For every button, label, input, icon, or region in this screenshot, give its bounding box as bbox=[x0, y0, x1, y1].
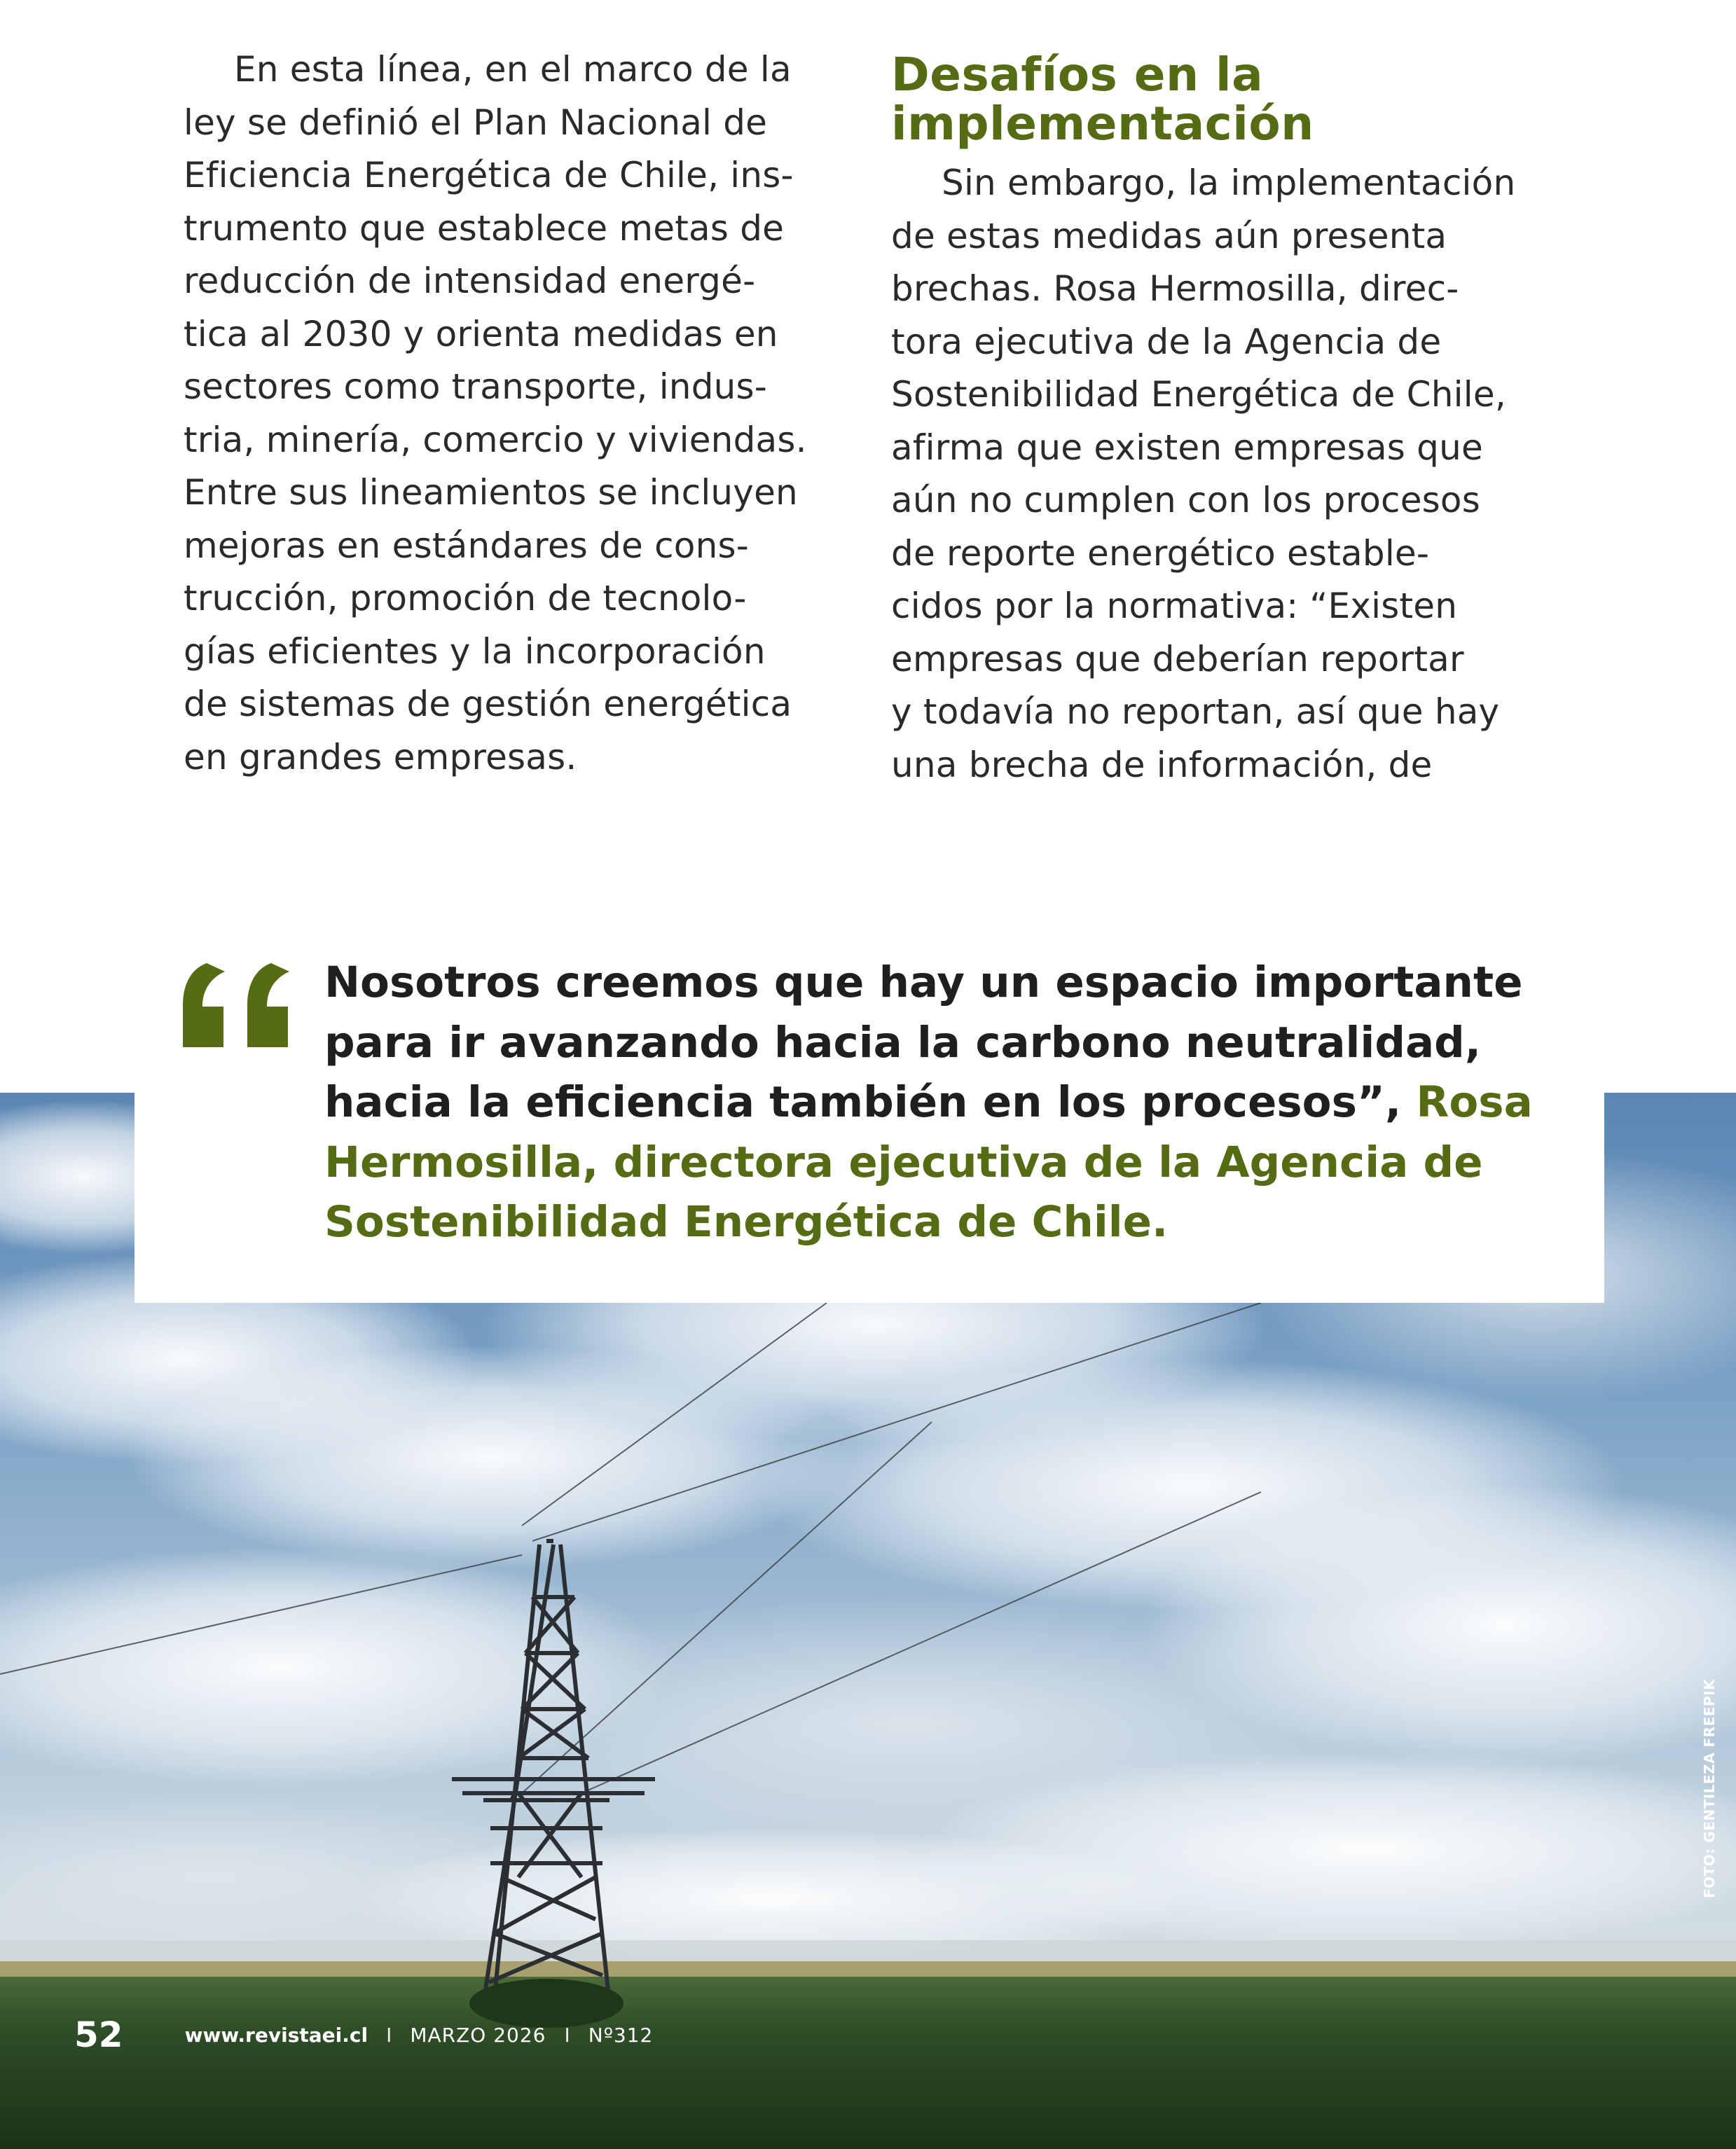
footer-issue: Nº312 bbox=[588, 2023, 654, 2047]
text-line: en grandes empresas. bbox=[184, 736, 577, 778]
text-line: cidos por la normativa: “Existen bbox=[891, 586, 1458, 626]
text-line: Entre sus lineamientos se incluyen bbox=[184, 472, 798, 513]
text-line: una brecha de información, de bbox=[891, 744, 1433, 785]
text-line: de sistemas de gestión energética bbox=[184, 684, 792, 724]
text-line: afirma que existen empresas que bbox=[891, 427, 1483, 468]
quote-line bbox=[324, 1072, 1585, 1133]
section-heading bbox=[891, 48, 1550, 151]
quote-line-text: hacia la eficiencia también en los procesos”, bbox=[324, 1077, 1402, 1127]
text-line: tica al 2030 y orienta medidas en bbox=[184, 313, 778, 354]
footer-separator: I bbox=[386, 2023, 392, 2047]
text-line: de estas medidas aún presenta bbox=[891, 215, 1447, 256]
text-line: mejoras en estándares de cons- bbox=[184, 525, 749, 566]
heading-line: Desafíos en la bbox=[891, 48, 1264, 102]
quote-attribution: Rosa bbox=[1416, 1077, 1533, 1127]
text-line: Sin embargo, la implementación bbox=[942, 163, 1516, 203]
page-number: 52 bbox=[74, 2015, 123, 2055]
text-line: y todavía no reportan, así que hay bbox=[891, 691, 1500, 732]
quotation-mark-icon bbox=[179, 956, 298, 1054]
right-paragraph bbox=[891, 157, 1550, 792]
left-paragraph bbox=[184, 43, 849, 784]
text-line: aún no cumplen con los procesos bbox=[891, 480, 1480, 520]
quote-line: para ir avanzando hacia la carbono neutralidad, bbox=[324, 1017, 1481, 1067]
text-line: Eficiencia Energética de Chile, ins- bbox=[184, 155, 794, 195]
text-line: reducción de intensidad energé- bbox=[184, 261, 756, 301]
text-line: Sostenibilidad Energética de Chile, bbox=[891, 374, 1506, 415]
text-line: de reporte energético estable- bbox=[891, 532, 1430, 574]
quote-line: Nosotros creemos que hay un espacio importante bbox=[324, 958, 1523, 1007]
pull-quote-text bbox=[324, 953, 1585, 1252]
text-line: trumento que establece metas de bbox=[184, 207, 785, 249]
quote-attribution-line: Hermosilla, directora ejecutiva de la Agencia de bbox=[324, 1137, 1483, 1187]
text-line: sectores como transporte, indus- bbox=[184, 366, 768, 407]
text-line: brechas. Rosa Hermosilla, direc- bbox=[891, 268, 1459, 309]
footer-url: www.revistaei.cl bbox=[184, 2023, 368, 2047]
left-column bbox=[184, 43, 849, 784]
page-footer bbox=[74, 2014, 653, 2056]
text-line: En esta línea, en el marco de la bbox=[234, 49, 792, 90]
text-line: tria, minería, comercio y viviendas. bbox=[184, 419, 807, 460]
text-line: gías eficientes y la incorporación bbox=[184, 630, 766, 672]
footer-date: MARZO 2026 bbox=[410, 2023, 546, 2047]
quote-attribution-line: Sostenibilidad Energética de Chile. bbox=[324, 1197, 1169, 1247]
right-column bbox=[891, 50, 1550, 792]
photo-credit: FOTO: GENTILEZA FREEPIK bbox=[1701, 1678, 1718, 1898]
text-line: empresas que deberían reportar bbox=[891, 638, 1464, 679]
text-line: ley se definió el Plan Nacional de bbox=[184, 102, 768, 143]
heading-line: implementación bbox=[891, 97, 1314, 151]
text-line: trucción, promoción de tecnolo- bbox=[184, 578, 747, 619]
footer-separator: I bbox=[564, 2023, 570, 2047]
text-line: tora ejecutiva de la Agencia de bbox=[891, 321, 1442, 362]
